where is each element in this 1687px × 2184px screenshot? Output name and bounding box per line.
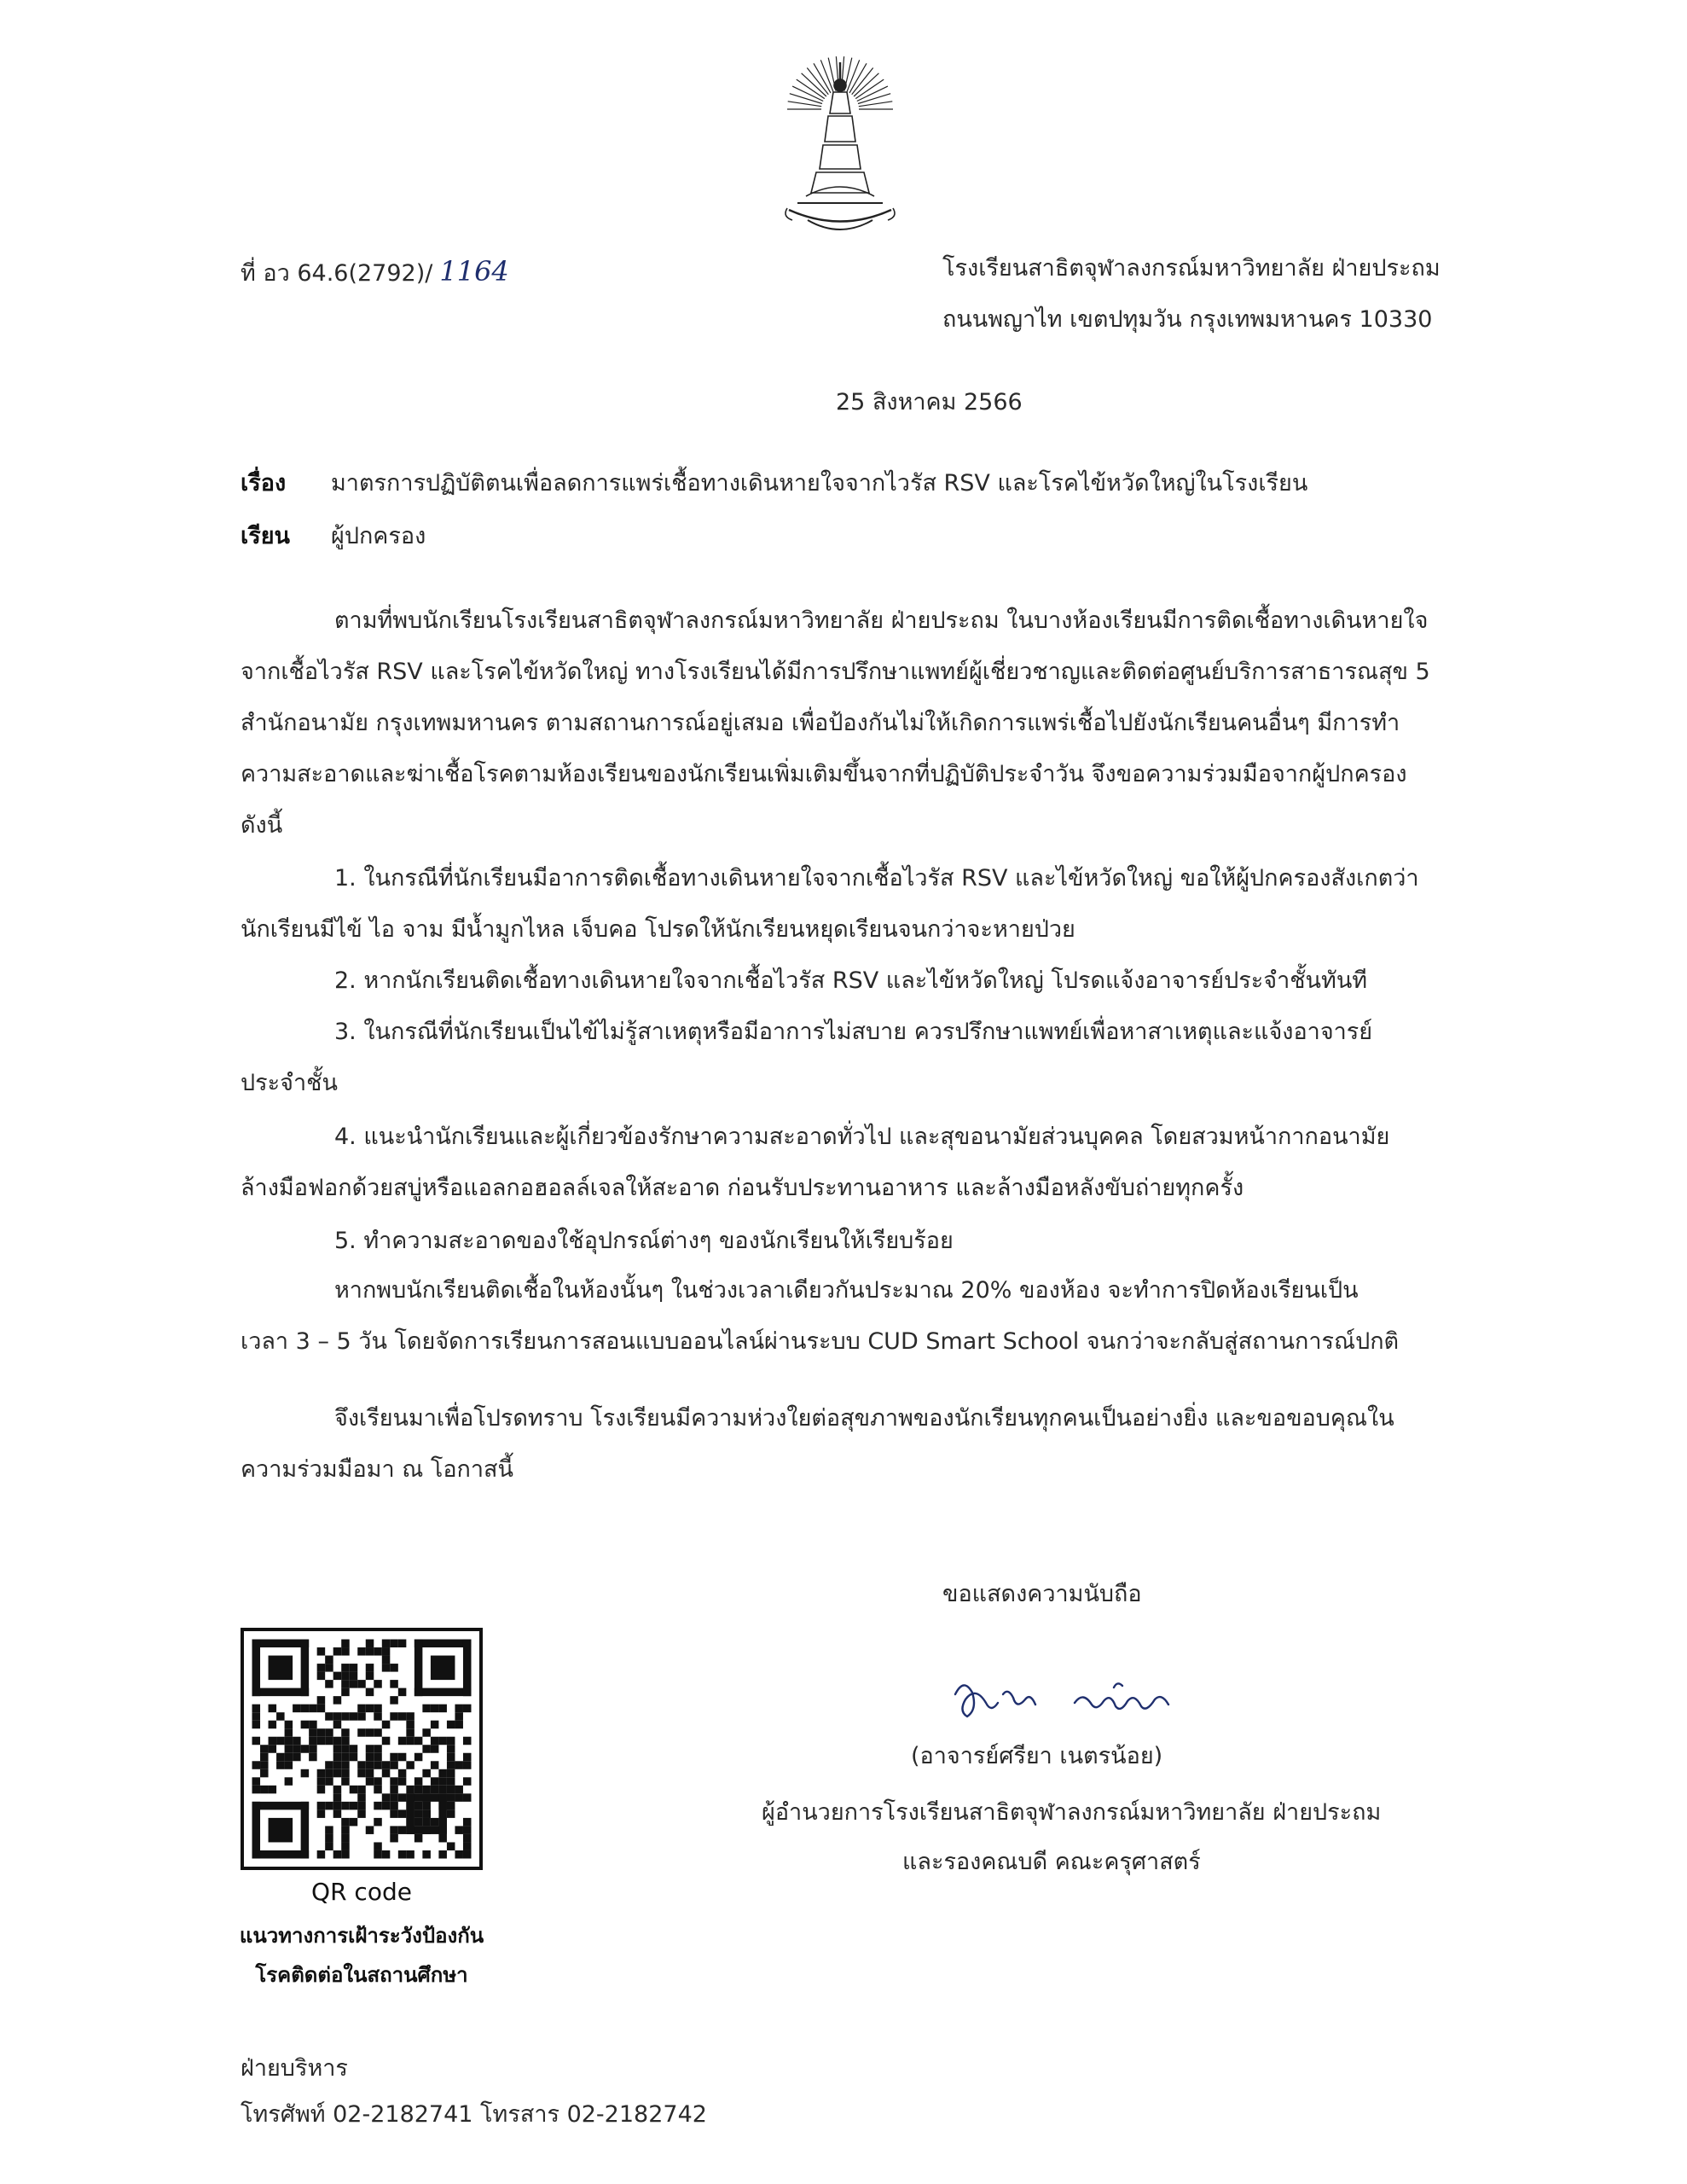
- reference-prefix: ที่ อว 64.6(2792)/: [241, 260, 433, 287]
- intro-line: สำนักอนามัย กรุงเทพมหานคร ตามสถานการณ์อยู่เสมอ เพื่อป้องกันไม่ให้เกิดการแพร่เชื้อไปยังนักเรียนคนอื่นๆ มีการทำ: [241, 710, 1400, 736]
- subject-text: มาตรการปฏิบัติตนเพื่อลดการแพร่เชื้อทางเดินหายใจจากไวรัส RSV และโรคไข้หวัดใหญ่ในโรงเรียน: [331, 470, 1308, 497]
- subject-label: เรื่อง: [241, 470, 287, 497]
- item-line: ประจำชั้น: [241, 1070, 338, 1096]
- regards-text: ขอแสดงความนับถือ: [942, 1581, 1142, 1607]
- footer-contact: โทรศัพท์ 02-2182741 โทรสาร 02-2182742: [241, 2101, 707, 2128]
- closing-line: ความร่วมมือมา ณ โอกาสนี้: [241, 1456, 513, 1483]
- item-line: 5. ทำความสะอาดของใช้อุปกรณ์ต่างๆ ของนักเรียนให้เรียบร้อย: [334, 1228, 954, 1254]
- school-address: ถนนพญาไท เขตปทุมวัน กรุงเทพมหานคร 10330: [942, 306, 1433, 333]
- item-line: 1. ในกรณีที่นักเรียนมีอาการติดเชื้อทางเดินหายใจจากเชื้อไวรัส RSV และไข้หวัดใหญ่ ขอให้ผู้ปกครองสังเกตว่า: [334, 865, 1419, 892]
- qr-code-frame[interactable]: [241, 1628, 483, 1870]
- intro-line: ความสะอาดและฆ่าเชื้อโรคตามห้องเรียนของนักเรียนเพิ่มเติมขึ้นจากที่ปฏิบัติประจำวัน จึงขอความร่วมมือจากผู้ปกครอง: [241, 761, 1407, 787]
- qr-label: QR code: [311, 1878, 412, 1906]
- signatory-title-1: ผู้อำนวยการโรงเรียนสาธิตจุฬาลงกรณ์มหาวิทยาลัย ฝ่ายประถม: [762, 1799, 1382, 1826]
- item-line: 2. หากนักเรียนติดเชื้อทางเดินหายใจจากเชื้อไวรัส RSV และไข้หวัดใหญ่ โปรดแจ้งอาจารย์ประจำชั้นทันที: [334, 967, 1368, 994]
- qr-caption-2: โรคติดต่อในสถานศึกษา: [255, 1963, 468, 1987]
- item-line: ล้างมือฟอกด้วยสบู่หรือแอลกอฮอลล์เจลให้สะอาด ก่อนรับประทานอาหาร และล้างมือหลังขับถ่ายทุกครั้ง: [241, 1175, 1244, 1201]
- qr-code[interactable]: [244, 1631, 479, 1867]
- signatory-title-2: และรองคณบดี คณะครุศาสตร์: [902, 1849, 1201, 1875]
- qr-caption-1: แนวทางการเฝ้าระวังป้องกัน: [239, 1924, 484, 1948]
- recipient-label: เรียน: [241, 523, 291, 549]
- letter-date: 25 สิงหาคม 2566: [836, 389, 1023, 415]
- signatory-name: (อาจารย์ศรียา เนตรน้อย): [911, 1743, 1163, 1769]
- intro-line: ดังนี้: [241, 812, 283, 839]
- item-line: นักเรียนมีไข้ ไอ จาม มีน้ำมูกไหล เจ็บคอ โปรดให้นักเรียนหยุดเรียนจนกว่าจะหายป่วย: [241, 916, 1075, 943]
- signature: [947, 1669, 1186, 1737]
- recipient-text: ผู้ปกครอง: [331, 523, 426, 549]
- closing-line: จึงเรียนมาเพื่อโปรดทราบ โรงเรียนมีความห่วงใยต่อสุขภาพของนักเรียนทุกคนเป็นอย่างยิ่ง และขอขอบคุณใน: [334, 1405, 1394, 1432]
- intro-line: จากเชื้อไวรัส RSV และโรคไข้หวัดใหญ่ ทางโรงเรียนได้มีการปรึกษาแพทย์ผู้เชี่ยวชาญและติดต่อศูนย์บริการสาธารณสุข 5: [241, 659, 1430, 685]
- closure-line: หากพบนักเรียนติดเชื้อในห้องนั้นๆ ในช่วงเวลาเดียวกันประมาณ 20% ของห้อง จะทำการปิดห้องเรียนเป็น: [334, 1277, 1359, 1304]
- item-line: 3. ในกรณีที่นักเรียนเป็นไข้ไม่รู้สาเหตุหรือมีอาการไม่สบาย ควรปรึกษาแพทย์เพื่อหาสาเหตุและแจ้งอาจารย์: [334, 1019, 1373, 1045]
- intro-line: ตามที่พบนักเรียนโรงเรียนสาธิตจุฬาลงกรณ์มหาวิทยาลัย ฝ่ายประถม ในบางห้องเรียนมีการติดเชื้อทางเดินหายใจ: [334, 607, 1429, 634]
- footer-department: ฝ่ายบริหาร: [241, 2055, 348, 2082]
- reference-handwritten: 1164: [439, 255, 509, 288]
- closure-line: เวลา 3 – 5 วัน โดยจัดการเรียนการสอนแบบออนไลน์ผ่านระบบ CUD Smart School จนกว่าจะกลับสู่สถานการณ์ปกติ: [241, 1328, 1400, 1355]
- item-line: 4. แนะนำนักเรียนและผู้เกี่ยวข้องรักษาความสะอาดทั่วไป และสุขอนามัยส่วนบุคคล โดยสวมหน้ากากอนามัย: [334, 1124, 1390, 1150]
- letter-body: [241, 0, 1477, 1536]
- school-name: โรงเรียนสาธิตจุฬาลงกรณ์มหาวิทยาลัย ฝ่ายประถม: [942, 255, 1441, 282]
